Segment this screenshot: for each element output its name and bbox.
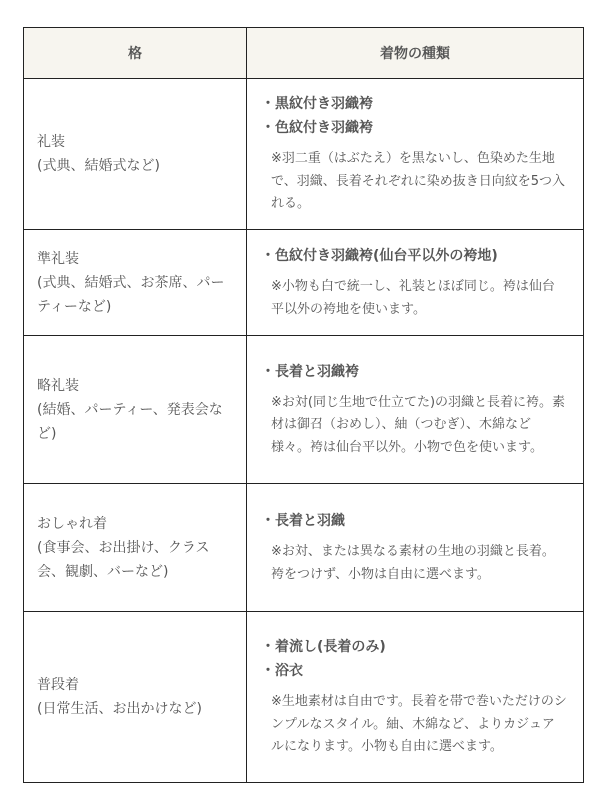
table-row [24,230,584,336]
rank-cell [24,484,247,612]
kinds-cell [247,484,584,612]
rank-label: 略礼装 [37,377,79,394]
kimono-item: ・色紋付き羽織袴 [261,120,373,137]
kimono-item: ・黒紋付き羽織袴 [261,96,373,113]
kinds-cell [247,336,584,484]
occasions-text: (式典、結婚式など) [37,158,160,174]
kimono-item: ・長着と羽織 [261,513,345,529]
table-row [24,79,584,230]
kinds-cell [247,612,584,783]
note-text: ※羽二重（はぶたえ）を黒ないし、色染めた生地で、羽織、長着それぞれに染め抜き日向紋を5つ入れる。 [271,151,566,212]
table-header-row [24,28,584,79]
table-row [24,336,584,484]
occasions-text: (食事会、お出掛け、クラス会、観劇、バーなど) [37,539,210,580]
header-rank: 格 [24,28,247,79]
note-text: ※生地素材は自由です。長着を帯で巻いただけのシンプルなスタイル。紬、木綿など、よりカジュアルになります。小物も自由に選べます。 [271,694,567,755]
rank-cell [24,79,247,230]
kimono-item: ・着流し(長着のみ) [261,639,386,656]
rank-cell [24,612,247,783]
note-text: ※お対、または異なる素材の生地の羽織と長着。袴をつけず、小物は自由に選べます。 [271,544,555,582]
rank-label: 普段着 [37,677,79,693]
kimono-item: ・色紋付き羽織袴(仙台平以外の袴地) [261,248,498,264]
kimono-formality-table [23,27,584,783]
note-text: ※お対(同じ生地で仕立てた)の羽織と長着に袴。素材は御召（おめし）、紬（つむぎ）、木綿など様々。袴は仙台平以外。小物で色を使います。 [271,394,566,455]
header-kinds: 着物の種類 [247,28,584,79]
occasions-text: (式典、結婚式、お茶席、パーティーなど) [37,274,225,315]
occasions-text: (結婚、パーティー、発表会など) [37,401,223,442]
occasions-text: (日常生活、お出かけなど) [37,701,202,717]
kimono-item: ・浴衣 [261,663,303,680]
rank-label: 準礼装 [37,250,79,267]
kinds-cell [247,230,584,336]
kimono-item: ・長着と羽織袴 [261,363,359,380]
table-row [24,612,584,783]
rank-cell [24,336,247,484]
table-row [24,484,584,612]
rank-cell [24,230,247,336]
rank-label: おしゃれ着 [37,515,107,532]
rank-label: 礼装 [37,134,65,150]
note-text: ※小物も白で統一し、礼装とほぼ同じ。袴は仙台平以外の袴地を使います。 [271,279,555,317]
kinds-cell [247,79,584,230]
